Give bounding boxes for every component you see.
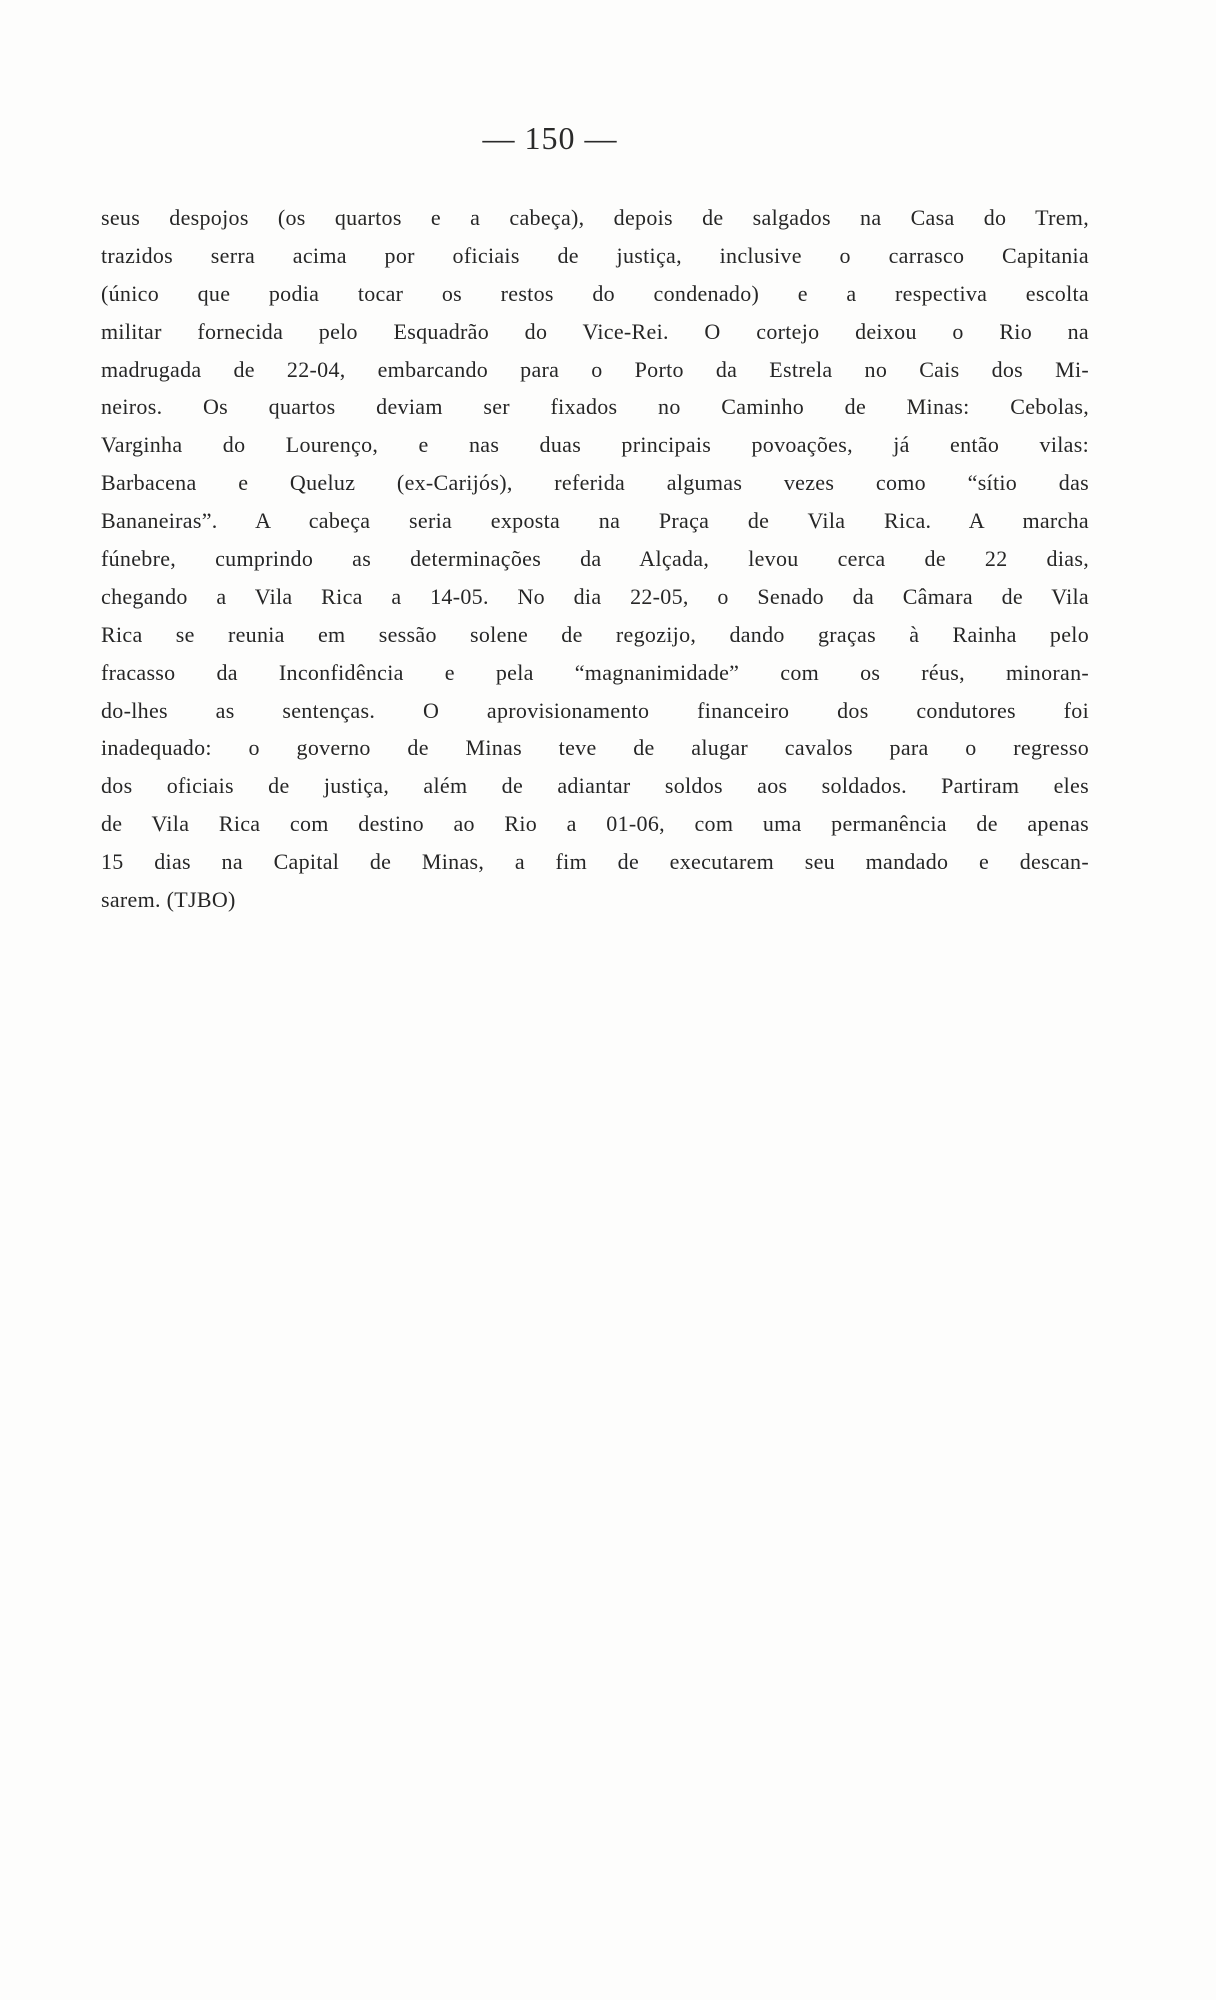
text-line: Barbacena e Queluz (ex-Carijós), referida algumas vezes como “sítio das bbox=[101, 470, 1089, 496]
text-line: fúnebre, cumprindo as determinações da Alçada, levou cerca de 22 dias, bbox=[101, 546, 1089, 572]
page-number: — 150 — bbox=[482, 120, 618, 156]
body-paragraph bbox=[101, 199, 1089, 919]
text-line: dos oficiais de justiça, além de adiantar soldos aos soldados. Partiram eles bbox=[101, 773, 1089, 799]
text-line: 15 dias na Capital de Minas, a fim de executarem seu mandado e descan- bbox=[101, 849, 1089, 875]
text-line: sarem. (TJBO) bbox=[101, 887, 236, 913]
text-line: (único que podia tocar os restos do condenado) e a respectiva escolta bbox=[101, 280, 1089, 306]
text-line: inadequado: o governo de Minas teve de alugar cavalos para o regresso bbox=[101, 735, 1089, 761]
text-line: militar fornecida pelo Esquadrão do Vice-Rei. O cortejo deixou o Rio na bbox=[101, 318, 1089, 344]
text-line: fracasso da Inconfidência e pela “magnanimidade” com os réus, minoran- bbox=[101, 659, 1089, 685]
text-line: Varginha do Lourenço, e nas duas principais povoações, já então vilas: bbox=[101, 432, 1089, 458]
text-line: Bananeiras”. A cabeça seria exposta na Praça de Vila Rica. A marcha bbox=[101, 508, 1089, 534]
text-line: madrugada de 22-04, embarcando para o Porto da Estrela no Cais dos Mi- bbox=[101, 356, 1089, 382]
text-line: do-lhes as sentenças. O aprovisionamento financeiro dos condutores foi bbox=[101, 697, 1089, 723]
text-line: trazidos serra acima por oficiais de justiça, inclusive o carrasco Capitania bbox=[101, 242, 1089, 268]
text-line: seus despojos (os quartos e a cabeça), depois de salgados na Casa do Trem, bbox=[101, 205, 1089, 230]
text-line: de Vila Rica com destino ao Rio a 01-06, com uma permanência de apenas bbox=[101, 811, 1089, 837]
text-line: Rica se reunia em sessão solene de regozijo, dando graças à Rainha pelo bbox=[101, 621, 1089, 647]
text-line: chegando a Vila Rica a 14-05. No dia 22-05, o Senado da Câmara de Vila bbox=[101, 583, 1089, 609]
text-line: neiros. Os quartos deviam ser fixados no Caminho de Minas: Cebolas, bbox=[101, 394, 1089, 420]
